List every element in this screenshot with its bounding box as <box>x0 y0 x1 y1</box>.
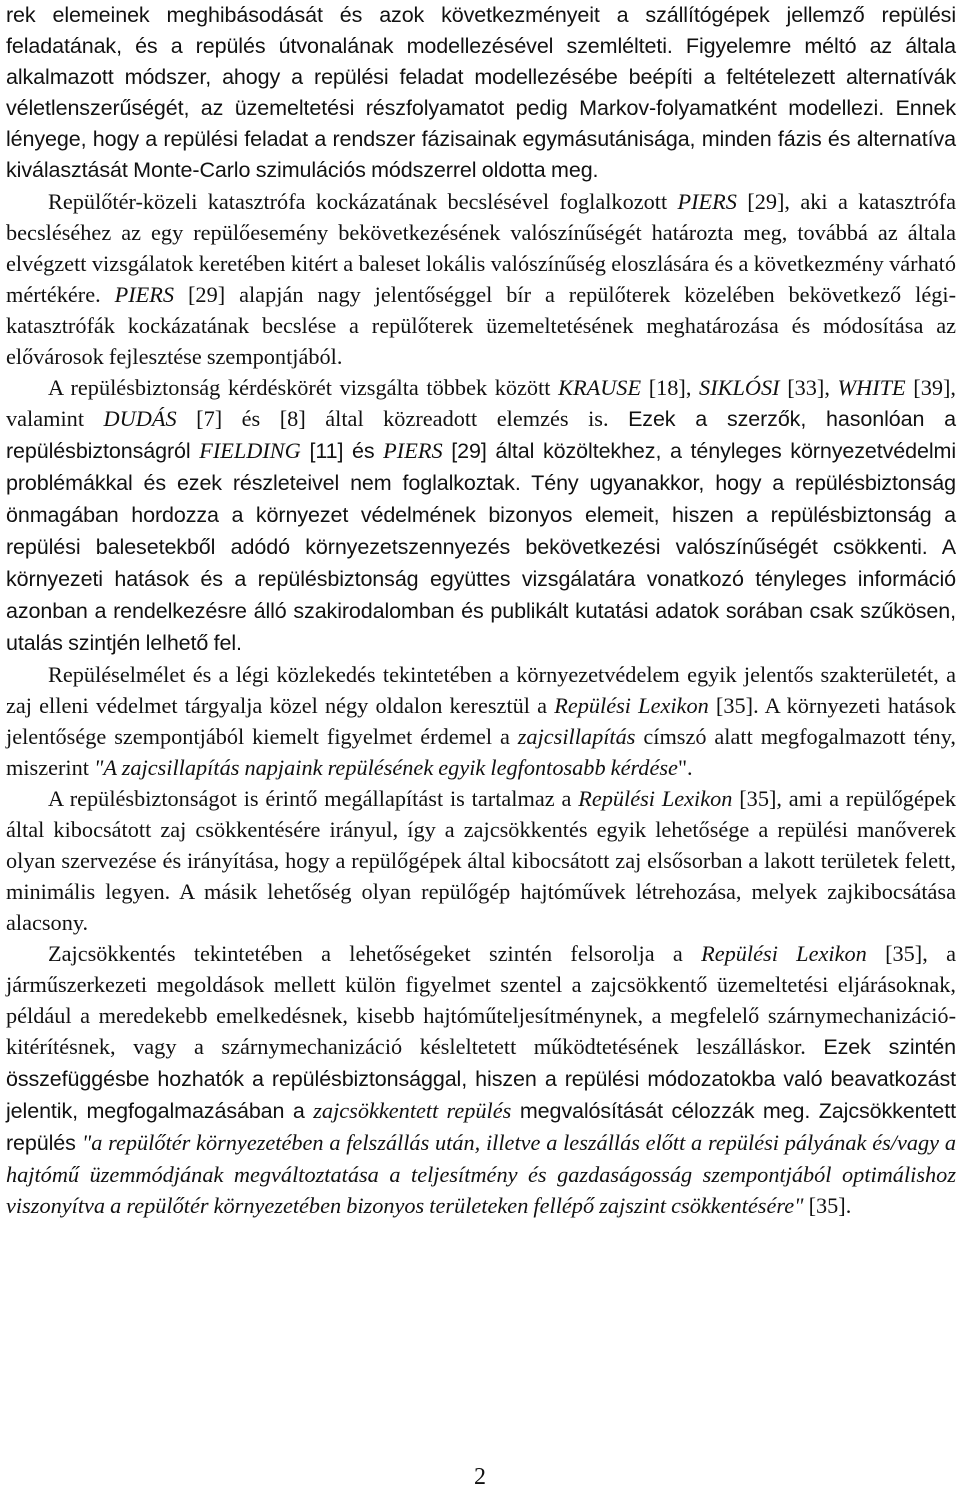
text: [35], ami a repülőgépek által kibocsátott zaj csökkentésére irányul, így a zajcsökkentés egyik lehetősége a repülési manőverek olyan szervezése és irányítása, hogy a repülőgépek által kibocsátott zaj elsősorban a lakott területek felett, minimális legyen. A másik lehetőség olyan repülőgép hajtóművek létrehozása, melyek zajkibocsátása alacsony. <box>6 786 956 935</box>
text: [35], a járműszerkezeti megoldások mellett külön figyelmet szentel a zajcsökkentő üzemeltetési eljárásoknak, például a meredekebb emelkedésnek, kisebb hajtóműteljesítménynek, a megfelelő szárnymechanizáció-kitérítésnek, vagy a szárnymechanizáció késleltetett működtetésének leszálláskor. <box>6 941 957 1059</box>
author-name: PIERS <box>114 282 175 307</box>
page-number: 2 <box>474 1464 486 1490</box>
term: zajcsillapítás <box>517 724 636 749</box>
text: A repülésbiztonság kérdéskörét vizsgálta többek között <box>48 375 559 400</box>
text: [29] által közöltekhez, a tényleges környezetvédelmi problémákkal és ezek részleteivel nem foglalkoztak. Tény ugyanakkor, hogy a repülésbiztonság önmagában hordozza a környezet védelmének bizonyos elemeit, hiszen a repülésbiztonság a repülési balesetekből adódó környezetszennyezés bekövetkezési valószínűségét csökkenti. A környezeti hatások és a repülésbiztonság együttes vizsgálatára vonatkozó tényleges információ azonban a rendelkezésre álló szakirodalomban és publikált kutatási adatok sorában csak szűkösen, utalás szintjén lelhető fel. <box>6 439 956 655</box>
term: zajcsökkentett repülés <box>313 1098 512 1123</box>
text: [29], aki a katasztrófa becsléséhez az egy repülőesemény bekövetkezésének valószínűségét határozta meg, továbbá az általa elvégzett vizsgálatok keretében kitért a baleset lokális valószínűség eloszlására és a következmény várható mértékére. <box>6 189 956 307</box>
text: [18], <box>641 375 700 400</box>
text: Ezek szintén összefüggésbe hozhatók a repülésbiztonsággal, hiszen a repülési módozatokba való beavatkozást jelentik, megfogalmazásában a <box>6 1035 956 1123</box>
paragraph-safety <box>6 372 956 659</box>
author-name: SIKLÓSI <box>699 375 780 400</box>
quotation: "a repülőtér környezetében a felszállás után, illetve a leszállás előtt a repülési pályának és/vagy a hajtómű üzemmódjának megváltoztatása a teljesítmény és gazdaságosság szempontjából optimálishoz viszonyítva a repülőtér környezetében bizonyos területeken fellépő zajszint csökkentésére" <box>6 1130 956 1218</box>
quotation: "A zajcsillapítás napjaink repülésének egyik legfontosabb kérdése <box>94 755 678 780</box>
paragraph-noise <box>6 659 956 783</box>
paragraph-1-text: rek elemeinek meghibásodását és azok következményeit a szállítógépek jellemző repülési feladatának, és a repülés útvonalának modellezésével szemlélteti. Figyelemre méltó az általa alkalmazott módszer, ahogy a repülési feladat modellezésébe beépíti a feltételezett alternatívák véletlenszerűségét, az üzemeltetési részfolyamatot pedig Markov-folyamatként modellezi. Ennek lényege, hogy a repülési feladat a rendszer fázisainak egymásutánisága, minden fázis és alternatíva kiválasztását Monte-Carlo szimulációs módszerrel oldotta meg. <box>6 3 956 182</box>
author-name: DUDÁS <box>103 406 177 431</box>
text: [35]. A környezeti hatások jelentősége szempontjából kiemelt figyelmet érdemel a <box>6 693 956 749</box>
text: Repülőtér-közeli katasztrófa kockázatának becslésével foglalkozott <box>48 189 678 214</box>
text: Ezek a szerzők, hasonlóan a repülésbiztonságról <box>6 407 957 463</box>
text: címszó alatt megfogalmazott tény, miszerint <box>6 724 956 780</box>
source-title: Repülési Lexikon <box>554 693 709 718</box>
author-name: WHITE <box>837 375 906 400</box>
paragraph-noise-reduction <box>6 938 956 1221</box>
text: [39], valamint <box>6 375 957 431</box>
text: A repülésbiztonságot is érintő megállapítást is tartalmaz a <box>48 786 579 811</box>
paragraph-1 <box>6 0 956 186</box>
document-page <box>6 0 956 1221</box>
author-name: PIERS <box>383 438 443 463</box>
author-name: FIELDING <box>199 438 301 463</box>
source-title: Repülési Lexikon <box>701 941 867 966</box>
source-title: Repülési Lexikon <box>578 786 733 811</box>
text: [35]. <box>803 1193 852 1218</box>
paragraph-maneuvers <box>6 783 956 938</box>
text: [29] alapján nagy jelentőséggel bír a repülőterek közelében bekövetkező légi-katasztrófák kockázatának becslése a repülőterek üzemeltetésének meghatározása és módosítása az elővárosok fejlesztése szempontjából. <box>6 282 956 369</box>
text: [7] és [8] által közreadott elemzés is. <box>176 406 629 431</box>
paragraph-piers <box>6 186 956 372</box>
text: [33], <box>779 375 838 400</box>
text: Zajcsökkentés tekintetében a lehetőségeket szintén felsorolja a <box>48 941 702 966</box>
author-name: KRAUSE <box>558 375 642 400</box>
text: [11] és <box>300 439 384 463</box>
text: megvalósítását célozzák meg. Zajcsökkentett repülés <box>6 1099 956 1155</box>
author-name: PIERS <box>677 189 737 214</box>
text: ". <box>677 755 693 780</box>
text: Repüléselmélet és a légi közlekedés tekintetében a környezetvédelem egyik jelentős szakterületét, a zaj elleni védelmet tárgyalja közel négy oldalon keresztül a <box>6 662 956 718</box>
